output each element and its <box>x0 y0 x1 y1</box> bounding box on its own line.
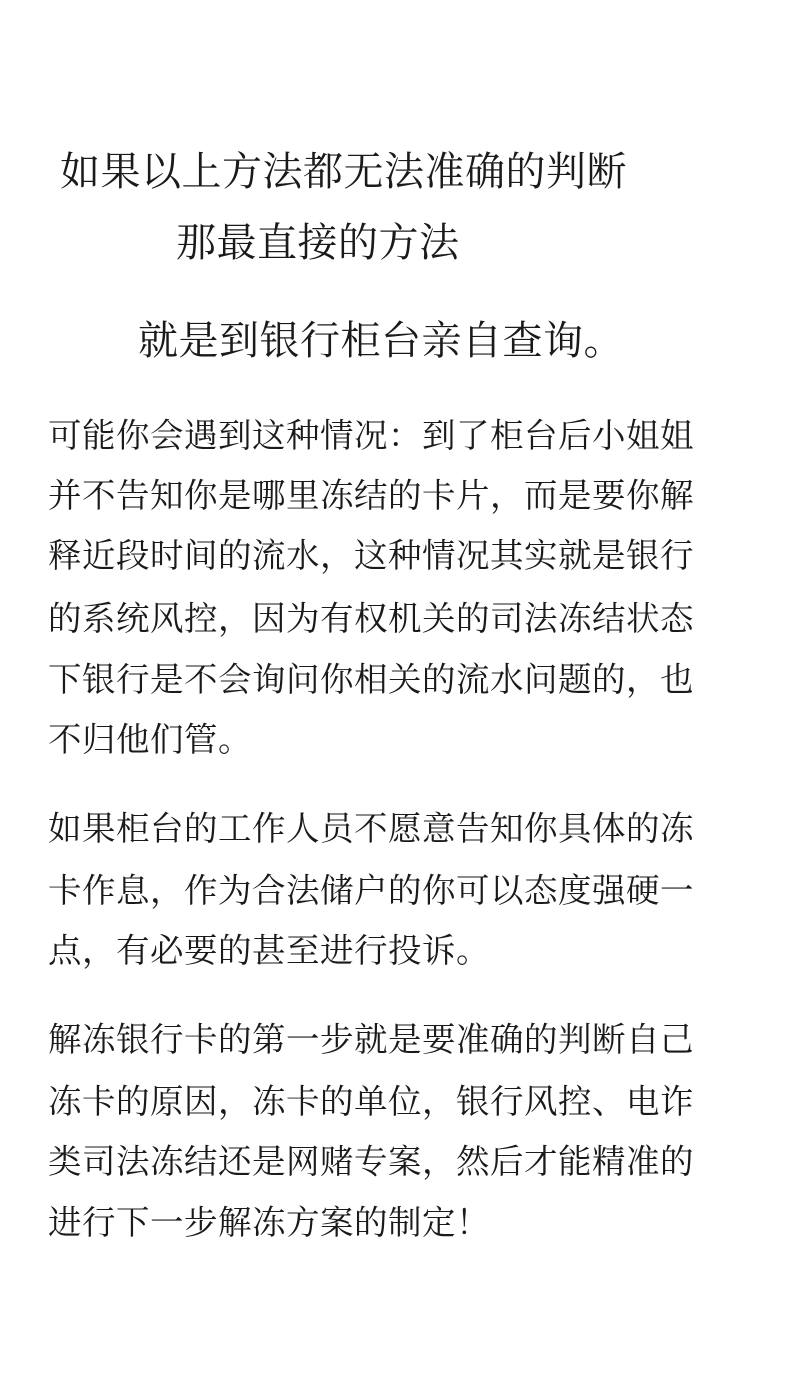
heading-line-1: 如果以上方法都无法准确的判断 <box>60 149 627 195</box>
paragraph-line: 进行下一步解冻方案的制定！ <box>48 1203 490 1242</box>
heading-line-2: 那最直接的方法 <box>176 220 460 266</box>
paragraph-line: 解冻银行卡的第一步就是要准确的判断自己 <box>48 1020 694 1059</box>
paragraph-line: 下银行是不会询问你相关的流水问题的，也 <box>48 660 694 699</box>
paragraph-line: 如果柜台的工作人员不愿意告知你具体的冻 <box>48 809 694 848</box>
paragraph-line: 可能你会遇到这种情况：到了柜台后小姐姐 <box>48 416 694 455</box>
paragraph-line: 卡作息，作为合法储户的你可以态度强硬一 <box>48 871 694 910</box>
paragraph-line: 的系统风控，因为有权机关的司法冻结状态 <box>48 599 694 638</box>
heading-line-3: 就是到银行柜台亲自查询。 <box>138 318 624 364</box>
paragraph-line: 释近段时间的流水，这种情况其实就是银行 <box>48 536 694 575</box>
paragraph-line: 类司法冻结还是网赌专案，然后才能精准的 <box>48 1142 694 1181</box>
paragraph-line: 并不告知你是哪里冻结的卡片，而是要你解 <box>48 476 694 515</box>
paragraph-line: 点，有必要的甚至进行投诉。 <box>48 931 490 970</box>
paragraph-line: 冻卡的原因，冻卡的单位，银行风控、电诈 <box>48 1082 694 1121</box>
paragraph-line: 不归他们管。 <box>48 720 252 759</box>
